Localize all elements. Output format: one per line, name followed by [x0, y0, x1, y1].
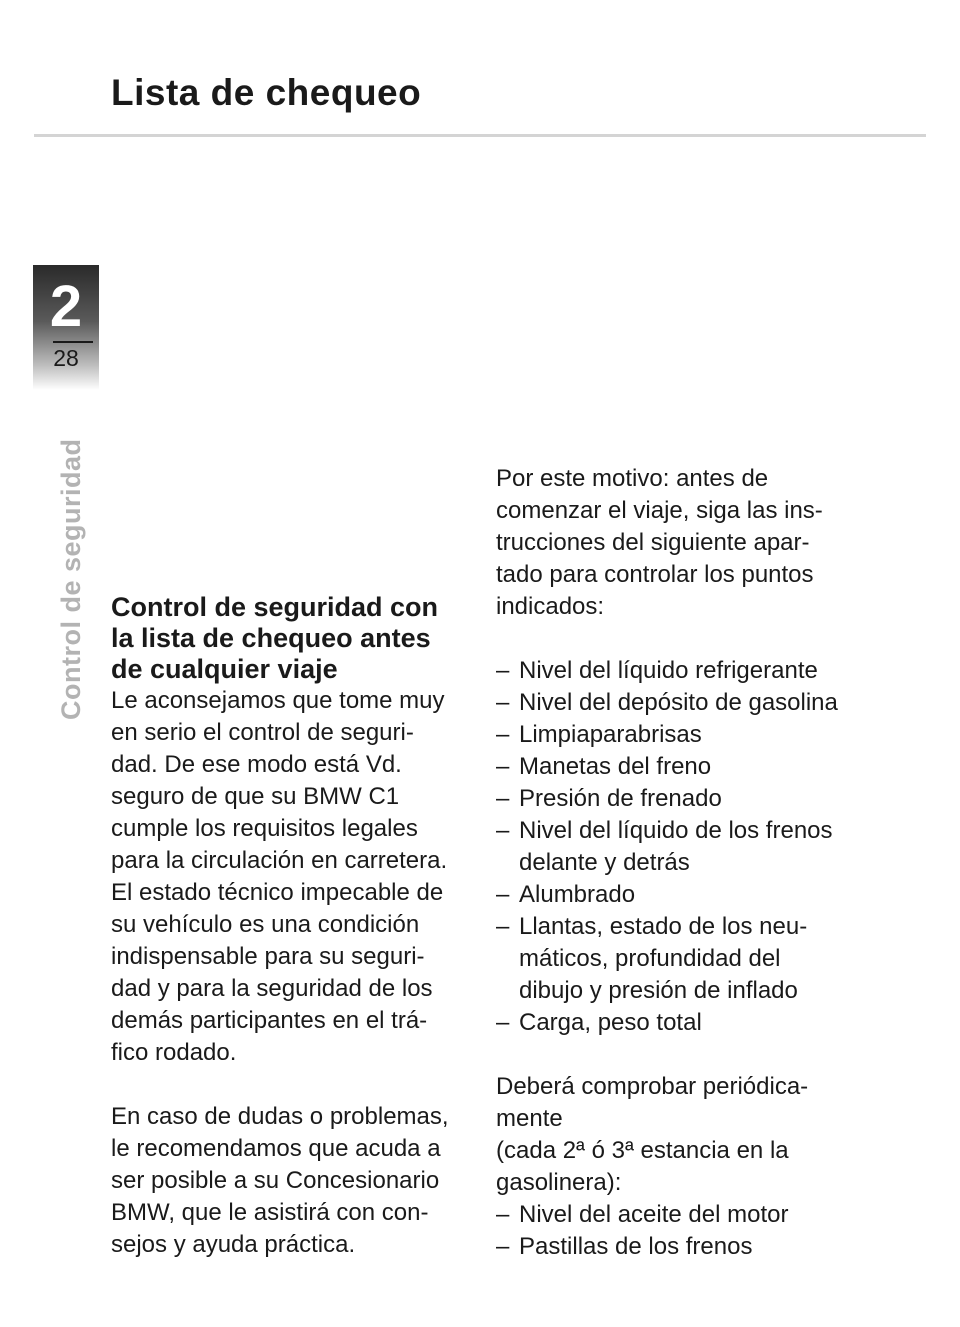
page-number: 28: [53, 345, 79, 371]
header-divider: [34, 134, 926, 137]
checklist-item: – Carga, peso total: [496, 1007, 896, 1039]
intro-paragraph: Le aconsejamos que tome muy en serio el control de seguri- dad. De ese modo está Vd. seguro de que su BMW C1 cumple los requisitos legales para la circulación en carretera. El estado técnico impecable de su vehículo es una condición indispensable para su seguri- dad y para la seguridad de los demás participantes en el trá- fico rodado.: [111, 687, 448, 1066]
checklist-intro: Por este motivo: antes de comenzar el viaje, siga las ins- trucciones del siguiente apar- tado para controlar los puntos indicados:: [496, 465, 823, 620]
checklist-item: – Limpiaparabrisas: [496, 719, 896, 751]
periodic-checklist: [496, 1199, 896, 1263]
checklist-item: – Nivel del líquido de los frenos delante y detrás: [496, 815, 896, 879]
periodic-item: – Pastillas de los frenos: [496, 1231, 896, 1263]
right-column: [496, 463, 896, 1263]
periodic-check-intro: Deberá comprobar periódica- mente (cada 2ª ó 3ª estancia en la gasolinera):: [496, 1073, 809, 1196]
page-title: Lista de chequeo: [111, 72, 422, 113]
section-heading: Control de seguridad con la lista de chequeo antes de cualquier viaje: [111, 592, 439, 684]
left-column: [111, 592, 481, 1261]
section-side-label: Control de seguridad: [56, 438, 86, 720]
checklist-item: – Nivel del líquido refrigerante: [496, 655, 896, 687]
checklist-item: – Llantas, estado de los neu- máticos, profundidad del dibujo y presión de inflado: [496, 911, 896, 1007]
checklist: [496, 655, 896, 1039]
chapter-divider: [53, 341, 93, 343]
checklist-item: – Nivel del depósito de gasolina: [496, 687, 896, 719]
dealer-advice-paragraph: En caso de dudas o problemas, le recomendamos que acuda a ser posible a su Concesionario BMW, que le asistirá con con- sejos y ayuda práctica.: [111, 1103, 449, 1258]
checklist-item: – Presión de frenado: [496, 783, 896, 815]
chapter-tab: [33, 265, 99, 390]
chapter-number: 2: [49, 274, 83, 339]
checklist-item: – Alumbrado: [496, 879, 896, 911]
checklist-item: – Manetas del freno: [496, 751, 896, 783]
periodic-item: – Nivel del aceite del motor: [496, 1199, 896, 1231]
